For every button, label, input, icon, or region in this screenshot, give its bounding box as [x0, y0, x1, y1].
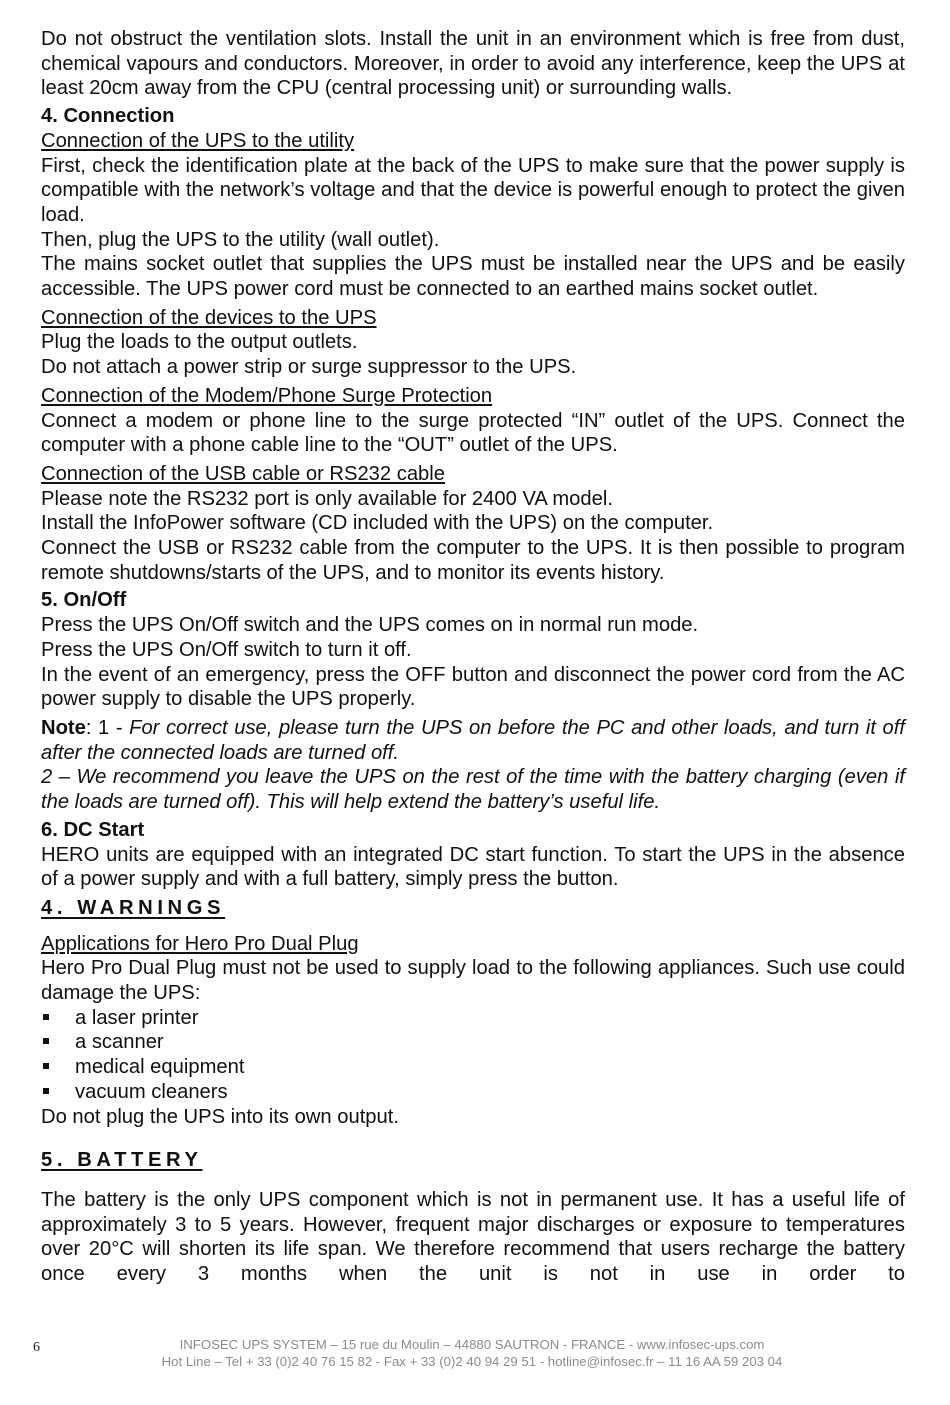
page-footer: [40, 1336, 904, 1370]
connection-heading: 4. Connection: [41, 105, 175, 128]
usb-paragraph-2: Install the InfoPower software (CD included with the UPS) on the computer.: [41, 512, 714, 535]
utility-paragraph-3: The mains socket outlet that supplies the UPS must be installed near the UPS and be easily accessible. The UPS power cord must be connected to an earthed mains socket outlet.: [41, 253, 905, 301]
list-item: medical equipment: [41, 1055, 905, 1080]
onoff-heading: 5. On/Off: [41, 589, 127, 612]
footer-contact: Hot Line – Tel + 33 (0)2 40 76 15 82 - Fax + 33 (0)2 40 94 29 51 - hotline@infosec.fr – 11 16 AA 59 203 04: [161, 1354, 783, 1369]
bullet-square-icon: [43, 1014, 49, 1020]
list-item: vacuum cleaners: [41, 1080, 905, 1105]
devices-paragraph-2: Do not attach a power strip or surge suppressor to the UPS.: [41, 356, 577, 379]
list-item: a scanner: [41, 1030, 905, 1055]
warnings-paragraph-1: Hero Pro Dual Plug must not be used to supply load to the following appliances. Such use could damage the UPS:: [41, 957, 905, 1005]
note-label: Note: [41, 716, 86, 739]
list-item: a laser printer: [41, 1006, 905, 1031]
utility-paragraph-2: Then, plug the UPS to the utility (wall outlet).: [41, 228, 440, 251]
battery-heading: 5. BATTERY: [41, 1149, 203, 1172]
onoff-note: [41, 716, 905, 765]
onoff-note-2: 2 – We recommend you leave the UPS on the rest of the time with the battery charging (even if the loads are turned off). This will help extend the battery’s useful life.: [41, 766, 905, 814]
note-text-1: For correct use, please turn the UPS on before the PC and other loads, and turn it off after the connected loads are turned off.: [41, 716, 906, 764]
devices-paragraph-1: Plug the loads to the output outlets.: [41, 331, 358, 354]
footer-address: INFOSEC UPS SYSTEM – 15 rue du Moulin – 44880 SAUTRON - FRANCE - www.infosec-ups.com: [179, 1337, 765, 1352]
devices-subheading: Connection of the devices to the UPS: [41, 306, 377, 329]
bullet-square-icon: [43, 1038, 49, 1044]
usb-subheading: Connection of the USB cable or RS232 cable: [41, 462, 445, 485]
dcstart-heading: 6. DC Start: [41, 818, 145, 841]
onoff-paragraph-2: Press the UPS On/Off switch to turn it off.: [41, 638, 412, 661]
bullet-square-icon: [43, 1088, 49, 1094]
warnings-heading: 4. WARNINGS: [41, 896, 226, 919]
note-prefix: : 1 -: [85, 716, 130, 739]
battery-paragraph: The battery is the only UPS component which is not in permanent use. It has a useful life of approximately 3 to 5 years. However, frequent major discharges or exposure to temperatures over 20°C will shorten its life span. We therefore recommend that users recharge the battery once every 3 months when the unit is not in use in order to: [41, 1188, 905, 1286]
usb-paragraph-3: Connect the USB or RS232 cable from the computer to the UPS. It is then possible to program remote shutdowns/starts of the UPS, and to monitor its events history.: [41, 537, 905, 584]
usb-paragraph-1: Please note the RS232 port is only available for 2400 VA model.: [41, 487, 613, 510]
modem-paragraph: Connect a modem or phone line to the surge protected “IN” outlet of the UPS. Connect the computer with a phone cable line to the “OUT” outlet of the UPS.: [41, 409, 905, 457]
dcstart-paragraph: HERO units are equipped with an integrated DC start function. To start the UPS in the absence of a power supply and with a full battery, simply press the button.: [41, 843, 905, 891]
warnings-paragraph-2: Do not plug the UPS into its own output.: [41, 1105, 399, 1128]
onoff-paragraph-1: Press the UPS On/Off switch and the UPS comes on in normal run mode.: [41, 614, 699, 637]
document-page: [41, 27, 905, 1287]
utility-subheading: Connection of the UPS to the utility: [41, 129, 355, 152]
onoff-paragraph-3: In the event of an emergency, press the OFF button and disconnect the power cord from the AC power supply to disable the UPS properly.: [41, 663, 905, 711]
intro-paragraph: Do not obstruct the ventilation slots. Install the unit in an environment which is free from dust, chemical vapours and conductors. Moreover, in order to avoid any interference, keep the UPS at least 20cm away from the CPU (central processing unit) or surrounding walls.: [41, 28, 905, 100]
warnings-subheading: Applications for Hero Pro Dual Plug: [41, 932, 359, 955]
bullet-square-icon: [43, 1063, 49, 1069]
page-number: 6: [33, 1340, 40, 1355]
utility-paragraph-1: First, check the identification plate at the back of the UPS to make sure that the power supply is compatible with the network’s voltage and that the device is powerful enough to protect the given load.: [41, 154, 905, 226]
modem-subheading: Connection of the Modem/Phone Surge Protection: [41, 384, 493, 407]
warnings-list: [41, 1006, 905, 1105]
